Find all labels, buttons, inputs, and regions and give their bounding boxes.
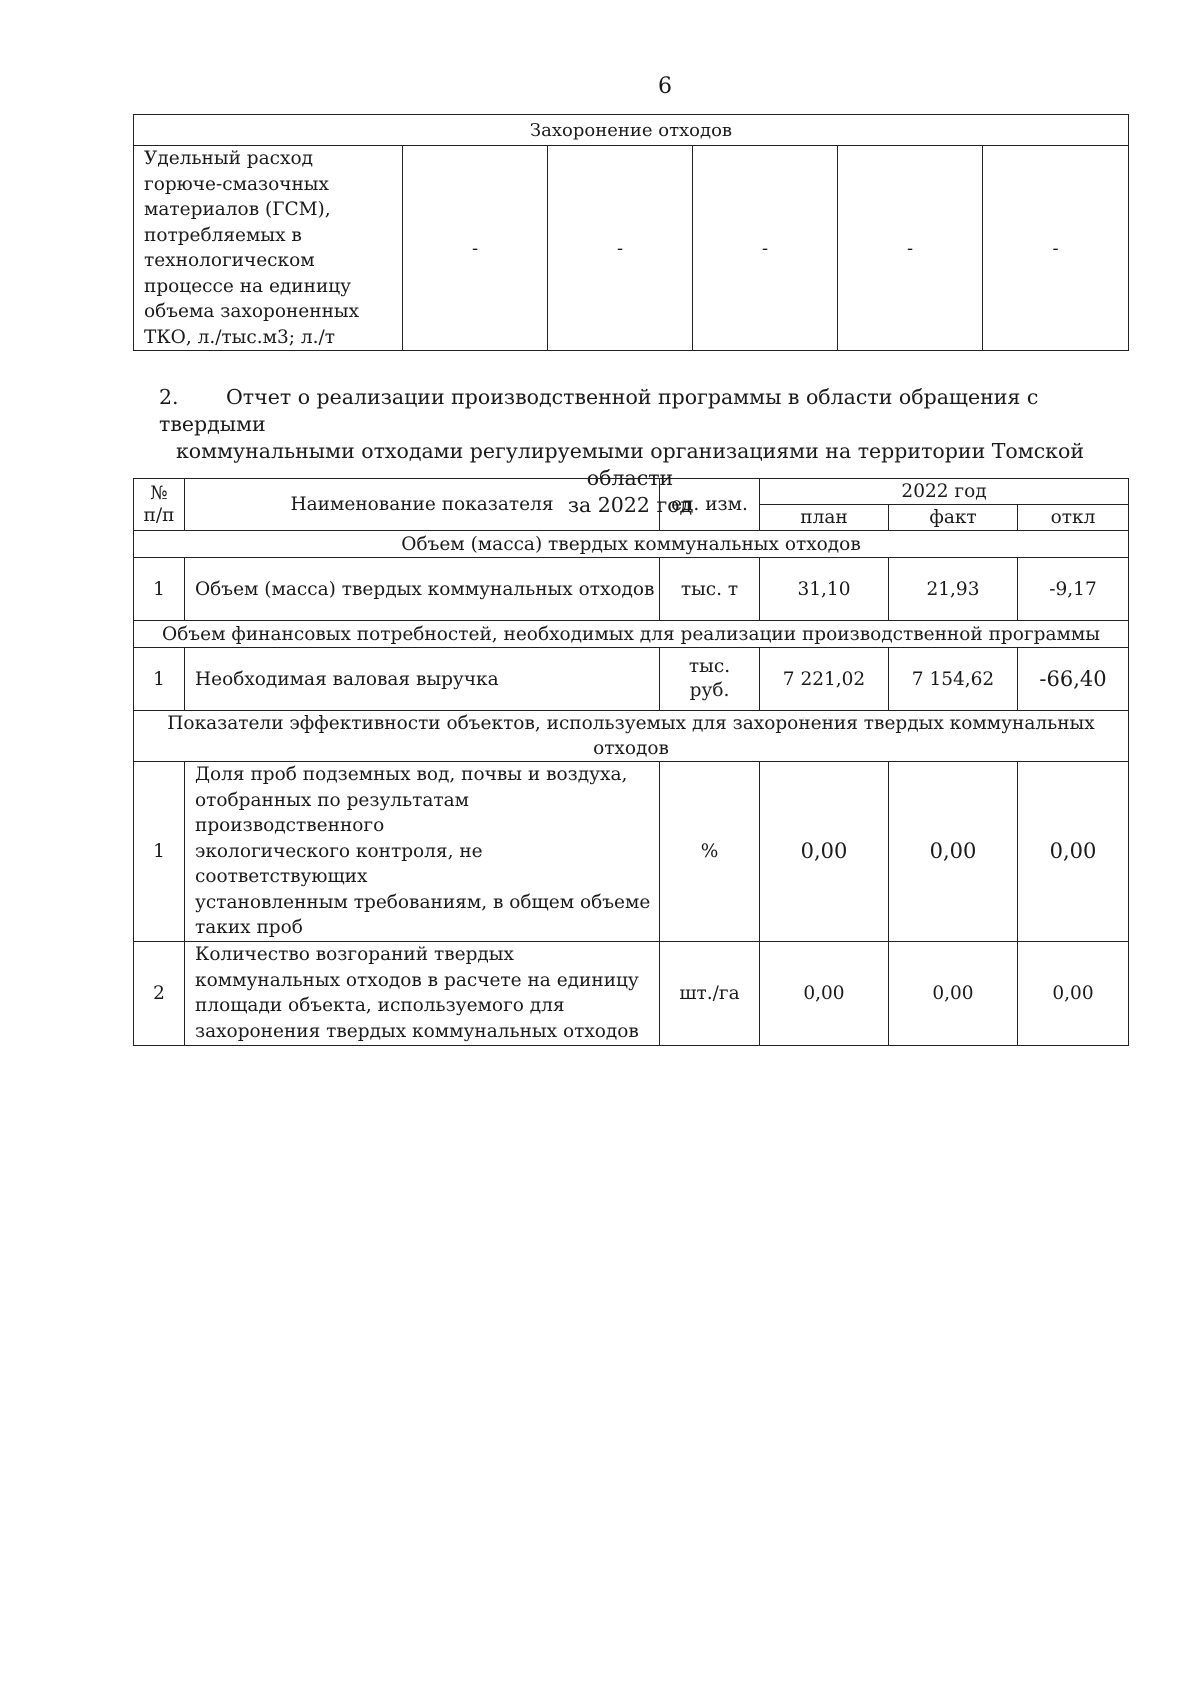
fact-value: 0,00 <box>889 941 1018 1045</box>
header-unit: ед. изм. <box>660 479 760 531</box>
row-number: 1 <box>134 648 185 711</box>
deviation-value: 0,00 <box>1018 941 1129 1045</box>
group-title <box>134 711 1129 762</box>
header-fact: факт <box>889 505 1018 531</box>
header-deviation: откл <box>1018 505 1129 531</box>
name-line: процессе на единицу <box>144 275 352 297</box>
header-number-line: п/п <box>143 504 175 526</box>
row-number: 2 <box>134 941 185 1045</box>
deviation-value: -66,40 <box>1018 648 1129 711</box>
value-cell: - <box>838 146 983 351</box>
heading-line <box>130 384 1130 438</box>
fact-value: 21,93 <box>889 558 1018 621</box>
indicator-name <box>185 762 660 942</box>
header-number-line: № <box>150 482 168 504</box>
fact-value: 7 154,62 <box>889 648 1018 711</box>
fact-value: 0,00 <box>889 762 1018 942</box>
name-line: Удельный расход <box>144 148 313 169</box>
table-row <box>134 558 1129 621</box>
table-group-row <box>134 711 1129 762</box>
name-line: горюче-смазочных <box>144 173 329 195</box>
production-program-report-table <box>133 478 1129 1046</box>
value-cell: - <box>548 146 693 351</box>
name-line: технологическом <box>144 250 315 271</box>
indicator-name <box>134 146 403 351</box>
table-section-row <box>134 115 1129 146</box>
unit-cell <box>660 648 760 711</box>
value-cell: - <box>693 146 838 351</box>
group-title-line: Показатели эффективности объектов, используемых для захоронения твердых коммунальных <box>167 713 1095 734</box>
group-title-line: отходов <box>593 738 669 759</box>
group-title: Объем финансовых потребностей, необходимых для реализации производственной программы <box>134 621 1129 648</box>
unit-line: руб. <box>689 680 730 701</box>
name-line: потребляемых в <box>144 224 302 246</box>
waste-burial-table <box>133 114 1129 351</box>
name-line: Количество возгораний твердых <box>195 944 514 965</box>
table-row <box>134 648 1129 711</box>
name-line: установленным требованиям, в общем объеме <box>195 891 651 913</box>
header-number <box>134 479 185 531</box>
table-group-row <box>134 531 1129 558</box>
unit-cell: % <box>660 762 760 942</box>
group-title: Объем (масса) твердых коммунальных отходов <box>134 531 1129 558</box>
deviation-value: -9,17 <box>1018 558 1129 621</box>
name-line: захоронения твердых коммунальных отходов <box>195 1020 639 1042</box>
name-line: площади объекта, используемого для <box>195 995 565 1016</box>
unit-cell: шт./га <box>660 941 760 1045</box>
plan-value: 31,10 <box>760 558 889 621</box>
name-line: отобранных по результатам производственного <box>195 789 470 836</box>
header-indicator-name: Наименование показателя <box>185 479 660 531</box>
deviation-value: 0,00 <box>1018 762 1129 942</box>
indicator-name: Необходимая валовая выручка <box>185 648 660 711</box>
page-number: 6 <box>658 74 672 99</box>
table-row <box>134 941 1129 1045</box>
section-title: Захоронение отходов <box>134 115 1129 146</box>
plan-value: 0,00 <box>760 762 889 942</box>
table-group-row <box>134 621 1129 648</box>
unit-line: тыс. <box>688 656 731 677</box>
row-number: 1 <box>134 762 185 942</box>
name-line: Доля проб подземных вод, почвы и воздуха, <box>195 764 628 785</box>
header-year: 2022 год <box>760 479 1129 505</box>
name-line: материалов (ГСМ), <box>144 199 331 220</box>
unit-cell: тыс. т <box>660 558 760 621</box>
indicator-name: Объем (масса) твердых коммунальных отходов <box>185 558 660 621</box>
heading-line: за 2022 год <box>567 493 693 517</box>
name-line: объема захороненных <box>144 301 360 322</box>
heading-number: 2. <box>159 385 179 409</box>
plan-value: 0,00 <box>760 941 889 1045</box>
heading-line: коммунальными отходами регулируемыми организациями на территории Томской области <box>175 439 1085 490</box>
name-line: ТКО, л./тыс.м3; л./т <box>144 326 336 348</box>
name-line: коммунальных отходов в расчете на единицу <box>195 969 639 991</box>
header-plan: план <box>760 505 889 531</box>
table-header-row <box>134 479 1129 505</box>
row-number: 1 <box>134 558 185 621</box>
plan-value: 7 221,02 <box>760 648 889 711</box>
name-line: таких проб <box>195 917 303 938</box>
indicator-name <box>185 941 660 1045</box>
table-row <box>134 146 1129 351</box>
value-cell: - <box>983 146 1129 351</box>
table-row <box>134 762 1129 942</box>
heading-text: Отчет о реализации производственной программы в области обращения с твердыми <box>159 385 1039 436</box>
name-line: экологического контроля, не соответствующих <box>195 840 483 887</box>
value-cell: - <box>403 146 548 351</box>
